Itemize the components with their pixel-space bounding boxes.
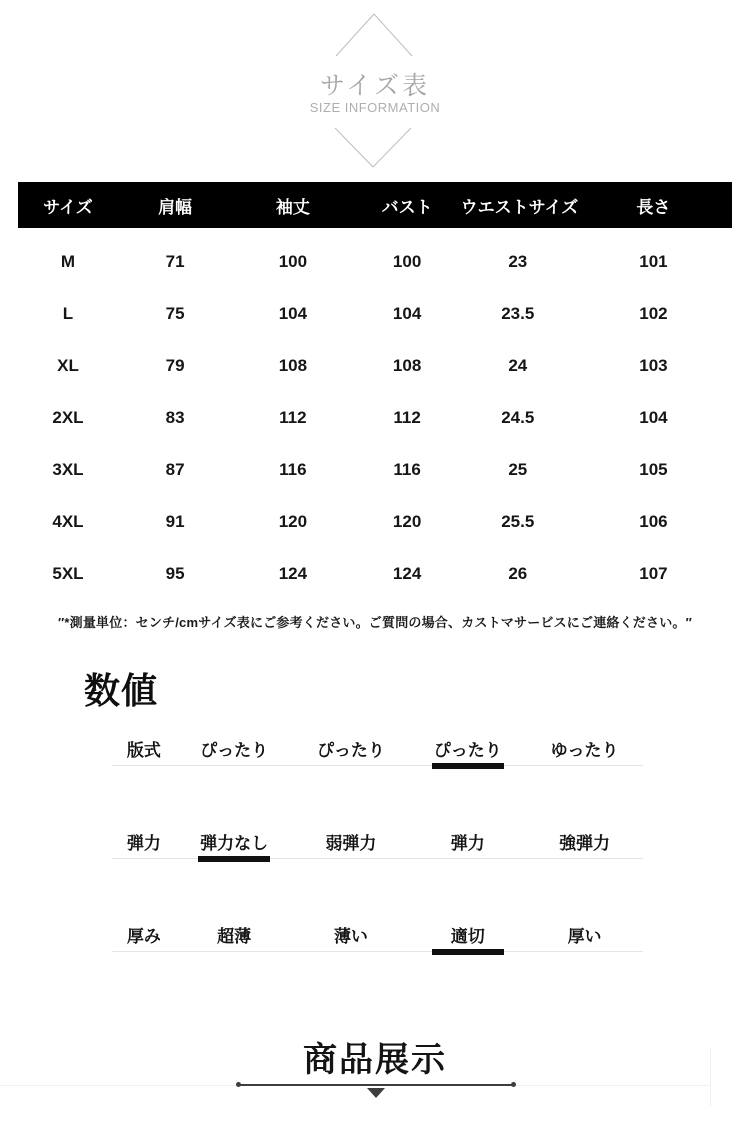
table-cell: 107 — [639, 564, 668, 583]
table-cell: 75 — [165, 304, 185, 323]
table-cell: 108 — [392, 356, 422, 375]
selected-underline — [432, 763, 504, 769]
selected-underline — [198, 856, 270, 862]
table-cell: XL — [57, 356, 79, 375]
section-title-product-display: 商品展示 — [303, 1041, 447, 1079]
table-cell: 124 — [392, 564, 422, 583]
table-cell: 104 — [392, 304, 422, 323]
table-cell: 112 — [393, 408, 421, 427]
table-row — [18, 496, 732, 548]
spec-label: 版式 — [126, 741, 161, 760]
table-cell: 2XL — [52, 408, 84, 427]
section-subtitle-size-information: SIZE INFORMATION — [309, 100, 441, 115]
table-cell: L — [62, 304, 74, 323]
table-cell: 25 — [508, 460, 528, 479]
table-cell: M — [60, 252, 76, 271]
table-cell: 116 — [279, 460, 307, 479]
spec-label: 弾力 — [126, 834, 161, 853]
table-cell: 116 — [393, 460, 421, 479]
divider-dark-line — [238, 1084, 514, 1086]
table-cell: 105 — [639, 460, 668, 479]
spec-option-text: ぴったり — [433, 741, 502, 760]
table-cell: 87 — [165, 460, 185, 479]
table-cell: 91 — [165, 512, 185, 531]
spec-option-text: 強弾力 — [559, 834, 611, 853]
table-cell: 103 — [639, 356, 668, 375]
size-table — [18, 182, 732, 600]
table-row — [18, 236, 732, 288]
spec-option — [526, 918, 643, 951]
table-cell: 100 — [392, 252, 422, 271]
spec-option — [293, 918, 410, 951]
divider-dot-left — [236, 1082, 241, 1087]
selected-underline — [432, 949, 504, 955]
table-cell: 101 — [639, 252, 668, 271]
table-row — [18, 444, 732, 496]
spec-option-text: ゆったり — [550, 741, 619, 760]
table-row — [18, 288, 732, 340]
table-cell: 23 — [508, 252, 528, 271]
table-cell: 106 — [639, 512, 668, 531]
column-header: ウエストサイズ — [460, 197, 579, 217]
spec-option — [176, 918, 293, 951]
table-cell: 25.5 — [501, 512, 535, 531]
spec-option — [526, 732, 643, 765]
table-cell: 24 — [508, 356, 528, 375]
spec-option-text: ぴったり — [200, 741, 269, 760]
table-cell: 5XL — [52, 564, 84, 583]
specs-rows — [112, 732, 643, 1011]
spec-option — [526, 825, 643, 858]
triangle-down-icon — [367, 1088, 385, 1098]
spec-label: 厚み — [126, 927, 161, 946]
table-cell: 120 — [278, 512, 308, 531]
spec-option-selected — [176, 825, 293, 858]
spec-option-text: ぴったり — [316, 741, 385, 760]
table-cell: 100 — [278, 252, 308, 271]
section-divider — [0, 1085, 750, 1101]
table-cell: 120 — [392, 512, 422, 531]
spec-option — [293, 732, 410, 765]
measurement-note: ″*測量単位：センチ/cmサイズ表にご参考ください。ご質問の場合、カストマサービスにご連絡ください。″ — [57, 615, 693, 630]
table-cell: 4XL — [52, 512, 84, 531]
table-cell: 95 — [165, 564, 185, 583]
section-title-specs: 数値 — [84, 670, 159, 711]
table-cell: 24.5 — [501, 408, 535, 427]
table-row — [18, 340, 732, 392]
table-cell: 83 — [165, 408, 185, 427]
table-row — [18, 392, 732, 444]
table-cell: 124 — [278, 564, 308, 583]
column-header: 袖丈 — [275, 197, 310, 217]
spec-option-text: 薄い — [333, 927, 368, 946]
divider-dot-right — [511, 1082, 516, 1087]
spec-option-text: 適切 — [450, 927, 485, 946]
spec-option-text: 弾力なし — [200, 834, 269, 853]
table-cell: 112 — [279, 408, 307, 427]
table-cell: 102 — [639, 304, 668, 323]
table-row — [18, 548, 732, 600]
table-cell: 104 — [278, 304, 308, 323]
spec-option-selected — [409, 918, 526, 951]
table-cell: 71 — [165, 252, 185, 271]
spec-option-text: 弾力 — [450, 834, 485, 853]
column-header: 長さ — [636, 197, 671, 217]
table-cell: 104 — [639, 408, 668, 427]
size-table-body — [18, 228, 732, 600]
spec-option — [176, 732, 293, 765]
table-cell: 26 — [508, 564, 528, 583]
size-table-header — [18, 182, 732, 228]
spec-option-selected — [409, 732, 526, 765]
spec-row — [112, 732, 643, 766]
table-cell: 3XL — [52, 460, 84, 479]
column-header: サイズ — [43, 197, 93, 217]
spec-option-text: 厚い — [567, 927, 602, 946]
spec-option-text: 弱弾力 — [325, 834, 377, 853]
table-cell: 79 — [165, 356, 185, 375]
column-header: バスト — [381, 197, 433, 217]
spec-option — [409, 825, 526, 858]
spec-row — [112, 825, 643, 859]
right-edge-line — [710, 1048, 711, 1106]
section-title-size-chart: サイズ表 — [319, 72, 430, 100]
table-cell: 23.5 — [501, 304, 535, 323]
spec-option — [293, 825, 410, 858]
table-cell: 108 — [278, 356, 308, 375]
spec-row — [112, 918, 643, 952]
spec-option-text: 超薄 — [217, 927, 252, 946]
column-header: 肩幅 — [158, 197, 193, 217]
